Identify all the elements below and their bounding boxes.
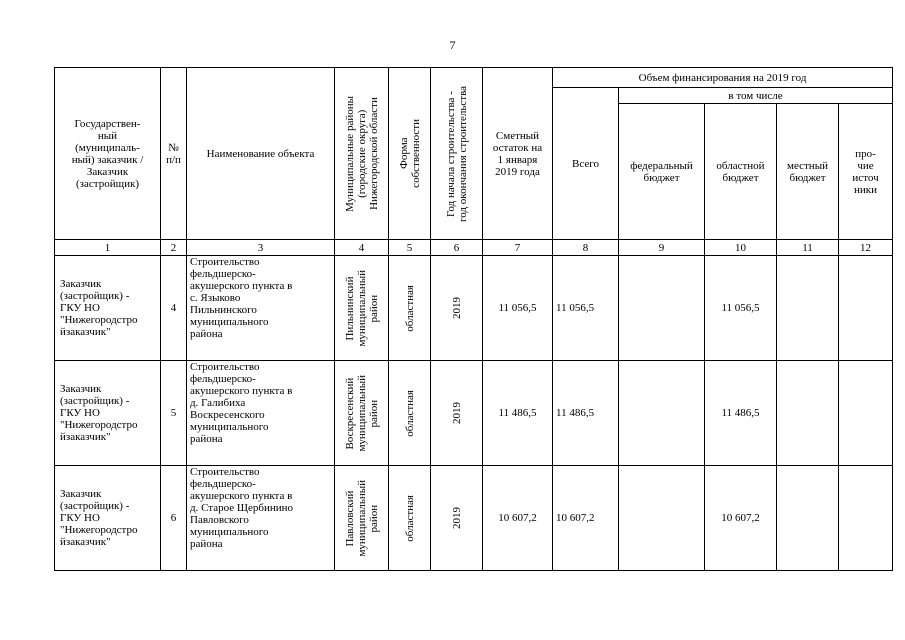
column-number: 7 xyxy=(483,240,553,256)
header-years: Год начала строительства - год окончания строительства xyxy=(431,68,483,240)
column-number: 3 xyxy=(187,240,335,256)
row-local xyxy=(777,256,839,361)
column-number-row xyxy=(55,240,893,256)
row-customer: Заказчик (застройщик) - ГКУ НО "Нижегородстро йзаказчик" xyxy=(55,361,161,466)
row-total: 10 607,2 xyxy=(553,466,619,571)
column-number: 4 xyxy=(335,240,389,256)
row-no: 4 xyxy=(161,256,187,361)
column-number: 8 xyxy=(553,240,619,256)
header-balance: Сметный остаток на 1 января 2019 года xyxy=(483,68,553,240)
row-regional: 11 056,5 xyxy=(705,256,777,361)
row-no: 6 xyxy=(161,466,187,571)
column-number: 5 xyxy=(389,240,431,256)
row-ownership: областная xyxy=(389,256,431,361)
table-row xyxy=(55,361,893,466)
column-number: 11 xyxy=(777,240,839,256)
row-other xyxy=(839,361,893,466)
row-local xyxy=(777,466,839,571)
header-including: в том числе xyxy=(619,88,893,104)
row-customer: Заказчик (застройщик) - ГКУ НО "Нижегородстро йзаказчик" xyxy=(55,466,161,571)
row-no: 5 xyxy=(161,361,187,466)
column-number: 2 xyxy=(161,240,187,256)
column-number: 9 xyxy=(619,240,705,256)
header-customer: Государствен- ный (муниципаль- ный) заказчик / Заказчик (застройщик) xyxy=(55,68,161,240)
table-row xyxy=(55,466,893,571)
row-regional: 11 486,5 xyxy=(705,361,777,466)
row-balance: 10 607,2 xyxy=(483,466,553,571)
header-district: Муниципальные районы (городские округа) Нижегородской области xyxy=(335,68,389,240)
row-object: Строительство фельдшерско- акушерского пункта в с. Языково Пильнинского муниципального района xyxy=(187,256,335,361)
page-number: 7 xyxy=(449,38,456,52)
column-number: 10 xyxy=(705,240,777,256)
row-year: 2019 xyxy=(431,466,483,571)
row-ownership: областная xyxy=(389,361,431,466)
header-financing: Объем финансирования на 2019 год xyxy=(553,68,893,88)
header-regional: областной бюджет xyxy=(705,104,777,240)
row-district: Пильнинский муниципальный район xyxy=(335,256,389,361)
row-federal xyxy=(619,361,705,466)
row-regional: 10 607,2 xyxy=(705,466,777,571)
row-local xyxy=(777,361,839,466)
row-total: 11 486,5 xyxy=(553,361,619,466)
row-object: Строительство фельдшерско- акушерского пункта в д. Галибиха Воскресенского муниципального района xyxy=(187,361,335,466)
row-balance: 11 056,5 xyxy=(483,256,553,361)
header-local: местный бюджет xyxy=(777,104,839,240)
row-year: 2019 xyxy=(431,256,483,361)
header-other: про- чие источ ники xyxy=(839,104,893,240)
row-total: 11 056,5 xyxy=(553,256,619,361)
column-number: 6 xyxy=(431,240,483,256)
row-federal xyxy=(619,466,705,571)
row-ownership: областная xyxy=(389,466,431,571)
row-other xyxy=(839,256,893,361)
row-district: Павловский муниципальный район xyxy=(335,466,389,571)
row-balance: 11 486,5 xyxy=(483,361,553,466)
row-object: Строительство фельдшерско- акушерского пункта в д. Старое Щербинино Павловского муниципального района xyxy=(187,466,335,571)
row-federal xyxy=(619,256,705,361)
header-federal: федеральный бюджет xyxy=(619,104,705,240)
column-number: 1 xyxy=(55,240,161,256)
header-object-name: Наименование объекта xyxy=(187,68,335,240)
financing-table xyxy=(54,67,893,571)
row-other xyxy=(839,466,893,571)
header-total: Всего xyxy=(553,88,619,240)
row-year: 2019 xyxy=(431,361,483,466)
row-district: Воскресенский муниципальный район xyxy=(335,361,389,466)
header-ownership: Форма собственности xyxy=(389,68,431,240)
column-number: 12 xyxy=(839,240,893,256)
table-row xyxy=(55,256,893,361)
header-no: № п/п xyxy=(161,68,187,240)
row-customer: Заказчик (застройщик) - ГКУ НО "Нижегородстро йзаказчик" xyxy=(55,256,161,361)
